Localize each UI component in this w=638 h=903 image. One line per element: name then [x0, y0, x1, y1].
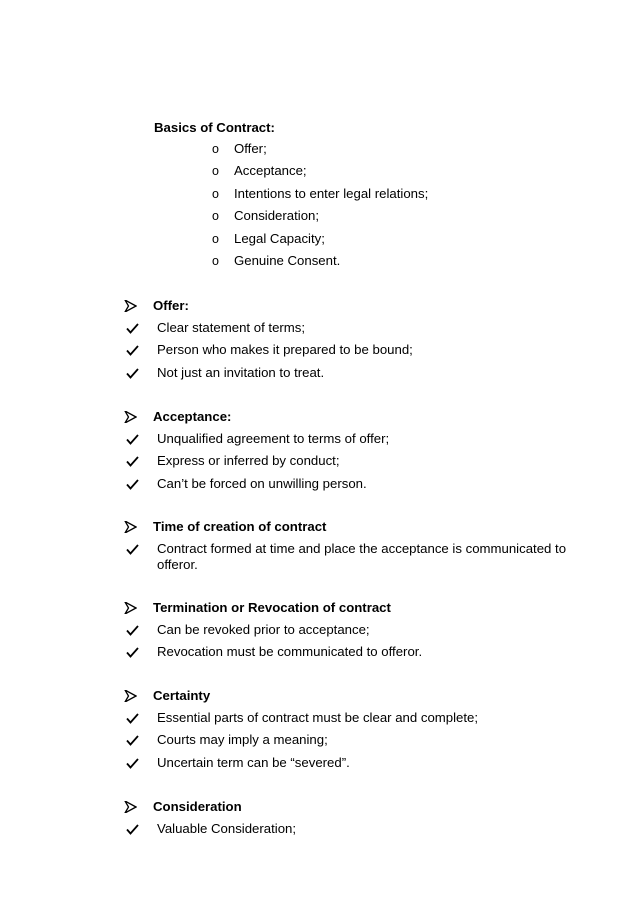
checkmark-icon: [126, 710, 140, 726]
list-item: [126, 476, 594, 492]
arrow-bullet-icon: [124, 688, 138, 704]
checkmark-icon: [126, 431, 140, 447]
list-item: [126, 320, 594, 336]
section-heading: [124, 298, 594, 320]
list-item: [126, 541, 594, 573]
basics-list: [212, 141, 428, 275]
list-item-text: Can be revoked prior to acceptance;: [157, 622, 370, 637]
list-item: [126, 365, 594, 381]
list-item: [126, 710, 594, 726]
circle-bullet-icon: o: [212, 209, 219, 224]
list-item: [126, 431, 594, 447]
section-title: Certainty: [153, 688, 211, 703]
list-item-text: Revocation must be communicated to offeror.: [157, 644, 423, 660]
checkmark-icon: [126, 320, 140, 336]
checkmark-icon: [126, 644, 140, 660]
arrow-bullet-icon: [124, 409, 138, 425]
section-title: Offer:: [153, 298, 189, 313]
checkmark-icon: [126, 476, 140, 492]
checkmark-icon: [126, 453, 140, 469]
section-certainty: [124, 688, 594, 777]
checkmark-icon: [126, 342, 140, 358]
arrow-bullet-icon: [124, 298, 138, 314]
checkmark-icon: [126, 622, 140, 638]
section-heading: [124, 799, 594, 821]
list-item: [126, 622, 594, 638]
section-acceptance: [124, 409, 594, 498]
section-time-of-creation: [124, 519, 594, 579]
section-title: Time of creation of contract: [153, 519, 327, 534]
section-offer: [124, 298, 594, 387]
section-title: Termination or Revocation of contract: [153, 600, 391, 615]
section-heading: [124, 600, 594, 622]
circle-bullet-icon: o: [212, 142, 219, 156]
list-item-text: Unqualified agreement to terms of offer;: [157, 431, 390, 446]
section-title: Consideration: [153, 799, 242, 814]
circle-bullet-icon: o: [212, 231, 219, 246]
section-heading: [124, 409, 594, 431]
list-item-text: Not just an invitation to treat.: [157, 364, 325, 380]
section-heading: [124, 519, 594, 541]
checkmark-icon: [126, 365, 140, 381]
list-item: [126, 644, 594, 660]
list-item: [126, 342, 594, 358]
list-item-text: Express or inferred by conduct;: [157, 453, 340, 469]
section-termination: [124, 600, 594, 667]
list-item: [212, 141, 428, 163]
list-item-text: Intentions to enter legal relations;: [234, 185, 429, 201]
list-item-text: Courts may imply a meaning;: [157, 732, 328, 748]
list-item-text: Person who makes it prepared to be bound;: [157, 342, 413, 358]
circle-bullet-icon: o: [212, 186, 219, 201]
list-item: [126, 453, 594, 469]
checkmark-icon: [126, 732, 140, 748]
list-item: [126, 821, 594, 837]
list-item-text: Legal Capacity;: [234, 230, 325, 246]
list-item: [212, 253, 428, 275]
list-item-text: Consideration;: [234, 208, 320, 224]
section-consideration: [124, 799, 594, 843]
arrow-bullet-icon: [124, 519, 138, 535]
list-item-text: Can’t be forced on unwilling person.: [157, 475, 367, 491]
basics-heading: Basics of Contract:: [154, 120, 275, 135]
list-item-text: Offer;: [234, 141, 267, 156]
list-item-text: Clear statement of terms;: [157, 320, 306, 335]
circle-bullet-icon: o: [212, 164, 219, 179]
checkmark-icon: [126, 755, 140, 771]
list-item-text: Genuine Consent.: [234, 252, 341, 268]
checkmark-icon: [126, 821, 140, 837]
list-item: [126, 732, 594, 748]
arrow-bullet-icon: [124, 799, 138, 815]
list-item: [212, 208, 428, 230]
list-item-text: Valuable Consideration;: [157, 821, 297, 836]
list-item: [212, 186, 428, 208]
list-item: [126, 755, 594, 771]
section-title: Acceptance:: [153, 409, 232, 424]
circle-bullet-icon: o: [212, 253, 219, 268]
list-item: [212, 163, 428, 185]
list-item-text: Contract formed at time and place the acceptance is communicated to offeror.: [157, 541, 567, 572]
list-item-text: Uncertain term can be “severed”.: [157, 754, 350, 770]
checkmark-icon: [126, 541, 140, 557]
arrow-bullet-icon: [124, 600, 138, 616]
list-item: [212, 231, 428, 253]
list-item-text: Acceptance;: [234, 163, 307, 179]
section-heading: [124, 688, 594, 710]
list-item-text: Essential parts of contract must be clear and complete;: [157, 710, 479, 725]
